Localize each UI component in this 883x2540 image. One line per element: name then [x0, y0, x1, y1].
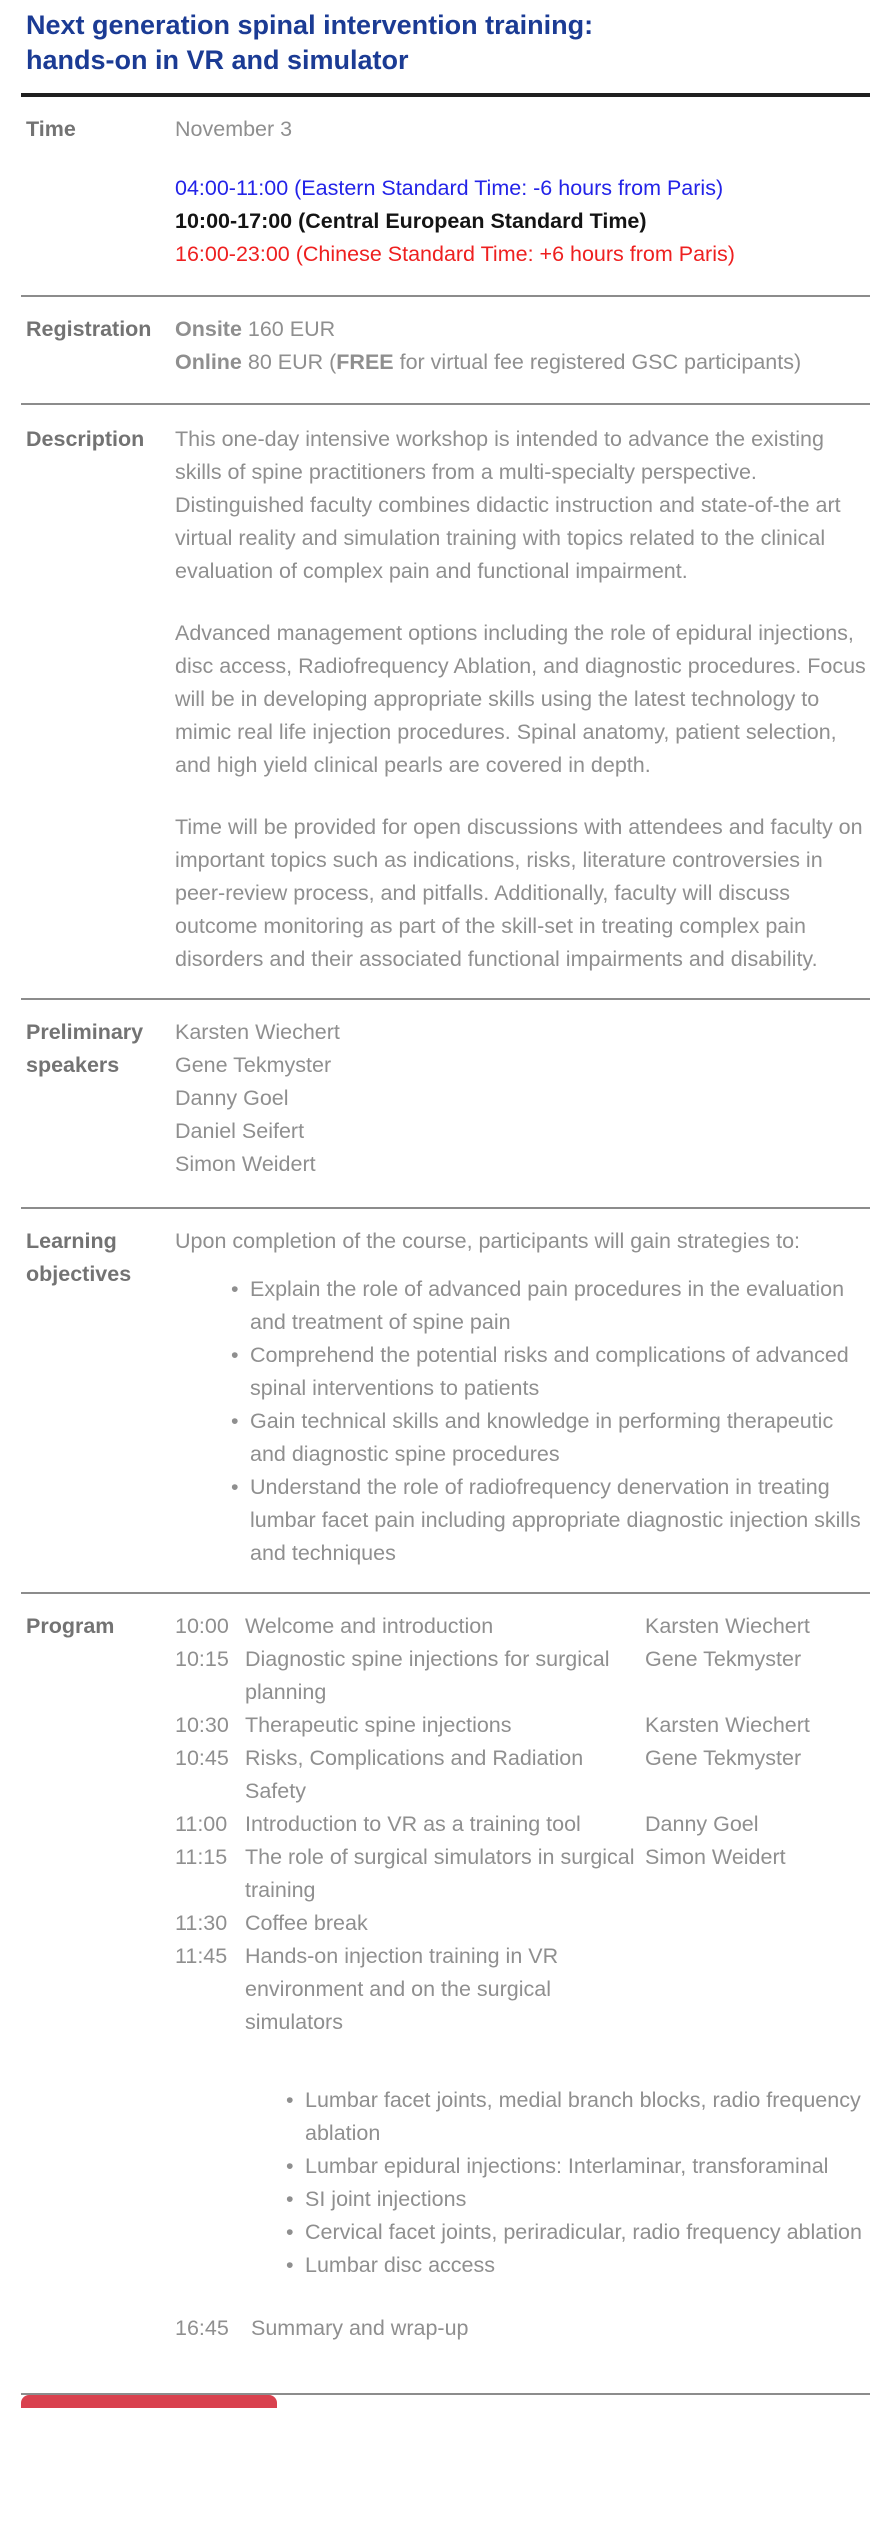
program-time: 11:45	[175, 1944, 228, 1968]
program-topic: Hands-on injection training in VR environment and on the surgical simulators	[245, 1944, 559, 2034]
program-speaker: Karsten Wiechert	[645, 1614, 810, 1638]
program-topic: Welcome and introduction	[245, 1614, 494, 1638]
objective-item: • Gain technical skills and knowledge in performing therapeutic and diagnostic spine procedures	[250, 1405, 870, 1471]
program-speaker: Simon Weidert	[645, 1845, 786, 1869]
program-speaker: Gene Tekmyster	[645, 1746, 802, 1770]
program-speaker	[645, 1907, 870, 1940]
time-slot-chinese: 16:00-23:00 (Chinese Standard Time: +6 hours from Paris)	[175, 242, 735, 266]
program-time: 16:45	[175, 2316, 229, 2340]
program-row	[175, 1709, 870, 1742]
program-speaker	[645, 1940, 870, 2039]
program-topic: Diagnostic spine injections for surgical planning	[245, 1647, 610, 1704]
program-topic: Introduction to VR as a training tool	[245, 1812, 581, 1836]
section-time	[21, 97, 870, 295]
program-time: 11:15	[175, 1845, 228, 1869]
page-title	[21, 0, 870, 78]
section-description	[21, 405, 870, 998]
speaker-name: Gene Tekmyster	[175, 1053, 332, 1077]
program-speaker: Gene Tekmyster	[645, 1647, 802, 1671]
page-title-line1: Next generation spinal intervention training:	[26, 10, 594, 40]
program-row	[175, 1907, 870, 1940]
onsite-label: Onsite	[175, 317, 242, 341]
program-row	[175, 1841, 870, 1907]
section-speakers	[21, 1000, 870, 1207]
hands-on-topic: • Lumbar disc access	[305, 2249, 870, 2282]
program-topic: Risks, Complications and Radiation Safety	[245, 1746, 584, 1803]
program-topic: Therapeutic spine injections	[245, 1713, 512, 1737]
program-row	[175, 1742, 870, 1808]
objectives-list	[175, 1273, 870, 1570]
objective-item: • Understand the role of radiofrequency denervation in treating lumbar facet pain including appropriate diagnostic injection skills and techniques	[250, 1471, 870, 1570]
program-row	[175, 1940, 870, 2039]
speakers-label: Preliminary speakers	[26, 1020, 144, 1077]
program-row	[175, 2312, 870, 2345]
onsite-price: 160 EUR	[241, 317, 336, 341]
program-topic: Summary and wrap-up	[251, 2316, 469, 2340]
section-registration	[21, 297, 870, 403]
program-time: 11:30	[175, 1911, 228, 1935]
registration-onsite	[175, 313, 870, 346]
program-row	[175, 1808, 870, 1841]
hands-on-topic: • Cervical facet joints, periradicular, radio frequency ablation	[305, 2216, 870, 2249]
objective-item: • Explain the role of advanced pain procedures in the evaluation and treatment of spine pain	[250, 1273, 870, 1339]
online-price-prefix: 80 EUR (	[241, 350, 337, 374]
program-topic: Coffee break	[245, 1911, 368, 1935]
program-time: 10:15	[175, 1647, 229, 1671]
description-paragraph: Time will be provided for open discussions with attendees and faculty on important topics such as indications, risks, literature controversies in peer-review process, and pitfalls. Additionally, faculty will discuss outcome monitoring as part of the skill-set in treating complex pain disorders and their associated functional impairments and disability.	[175, 815, 863, 971]
online-free-label: FREE	[336, 350, 394, 374]
description-paragraph: Advanced management options including the role of epidural injections, disc access, Radiofrequency Ablation, and diagnostic procedures. Focus will be in developing appropriate skills using the latest technology to mimic real life injection procedures. Spinal anatomy, patient selection, and high yield clinical pearls are covered in depth.	[175, 621, 866, 777]
objective-item: • Comprehend the potential risks and complications of advanced spinal interventions to patients	[250, 1339, 870, 1405]
program-row	[175, 1610, 870, 1643]
program-topic: The role of surgical simulators in surgical training	[245, 1845, 635, 1902]
section-learning-objectives	[21, 1209, 870, 1592]
section-program	[21, 1594, 870, 2393]
program-time: 10:45	[175, 1746, 229, 1770]
event-date: November 3	[175, 117, 293, 141]
program-speaker: Danny Goel	[645, 1812, 759, 1836]
description-label: Description	[26, 427, 145, 451]
time-slots	[175, 172, 870, 271]
registration-label: Registration	[26, 317, 152, 341]
program-label: Program	[26, 1614, 115, 1638]
online-label: Online	[175, 350, 242, 374]
hands-on-topic-list	[175, 2084, 870, 2282]
objectives-intro: Upon completion of the course, participants will gain strategies to:	[175, 1229, 801, 1253]
speaker-name: Karsten Wiechert	[175, 1020, 340, 1044]
hands-on-topic: • SI joint injections	[305, 2183, 870, 2216]
program-speaker: Karsten Wiechert	[645, 1713, 810, 1737]
workshop-event-page	[21, 0, 870, 2408]
time-slot-central-european: 10:00-17:00 (Central European Standard Time)	[175, 209, 647, 233]
time-label: Time	[26, 117, 76, 141]
hands-on-topic: • Lumbar facet joints, medial branch blocks, radio frequency ablation	[305, 2084, 870, 2150]
speaker-name: Danny Goel	[175, 1086, 289, 1110]
hands-on-topics	[175, 2084, 870, 2282]
page-title-line2: hands-on in VR and simulator	[26, 45, 409, 75]
program-time: 11:00	[175, 1812, 228, 1836]
cta-button[interactable]	[21, 2395, 277, 2408]
hands-on-topic: • Lumbar epidural injections: Interlaminar, transforaminal	[305, 2150, 870, 2183]
program-time: 10:30	[175, 1713, 229, 1737]
program-row	[175, 1643, 870, 1709]
description-paragraph: This one-day intensive workshop is intended to advance the existing skills of spine practitioners from a multi-specialty perspective. Distinguished faculty combines didactic instruction and state-of-the art virtual reality and simulation training with topics related to the clinical evaluation of complex pain and functional impairment.	[175, 427, 841, 583]
objectives-label: Learning objectives	[26, 1229, 132, 1286]
registration-online	[175, 346, 870, 379]
program-time: 10:00	[175, 1614, 229, 1638]
speaker-name: Simon Weidert	[175, 1152, 316, 1176]
time-slot-eastern: 04:00-11:00 (Eastern Standard Time: -6 hours from Paris)	[175, 176, 724, 200]
online-price-suffix: for virtual fee registered GSC participants)	[393, 350, 802, 374]
speaker-name: Daniel Seifert	[175, 1119, 305, 1143]
